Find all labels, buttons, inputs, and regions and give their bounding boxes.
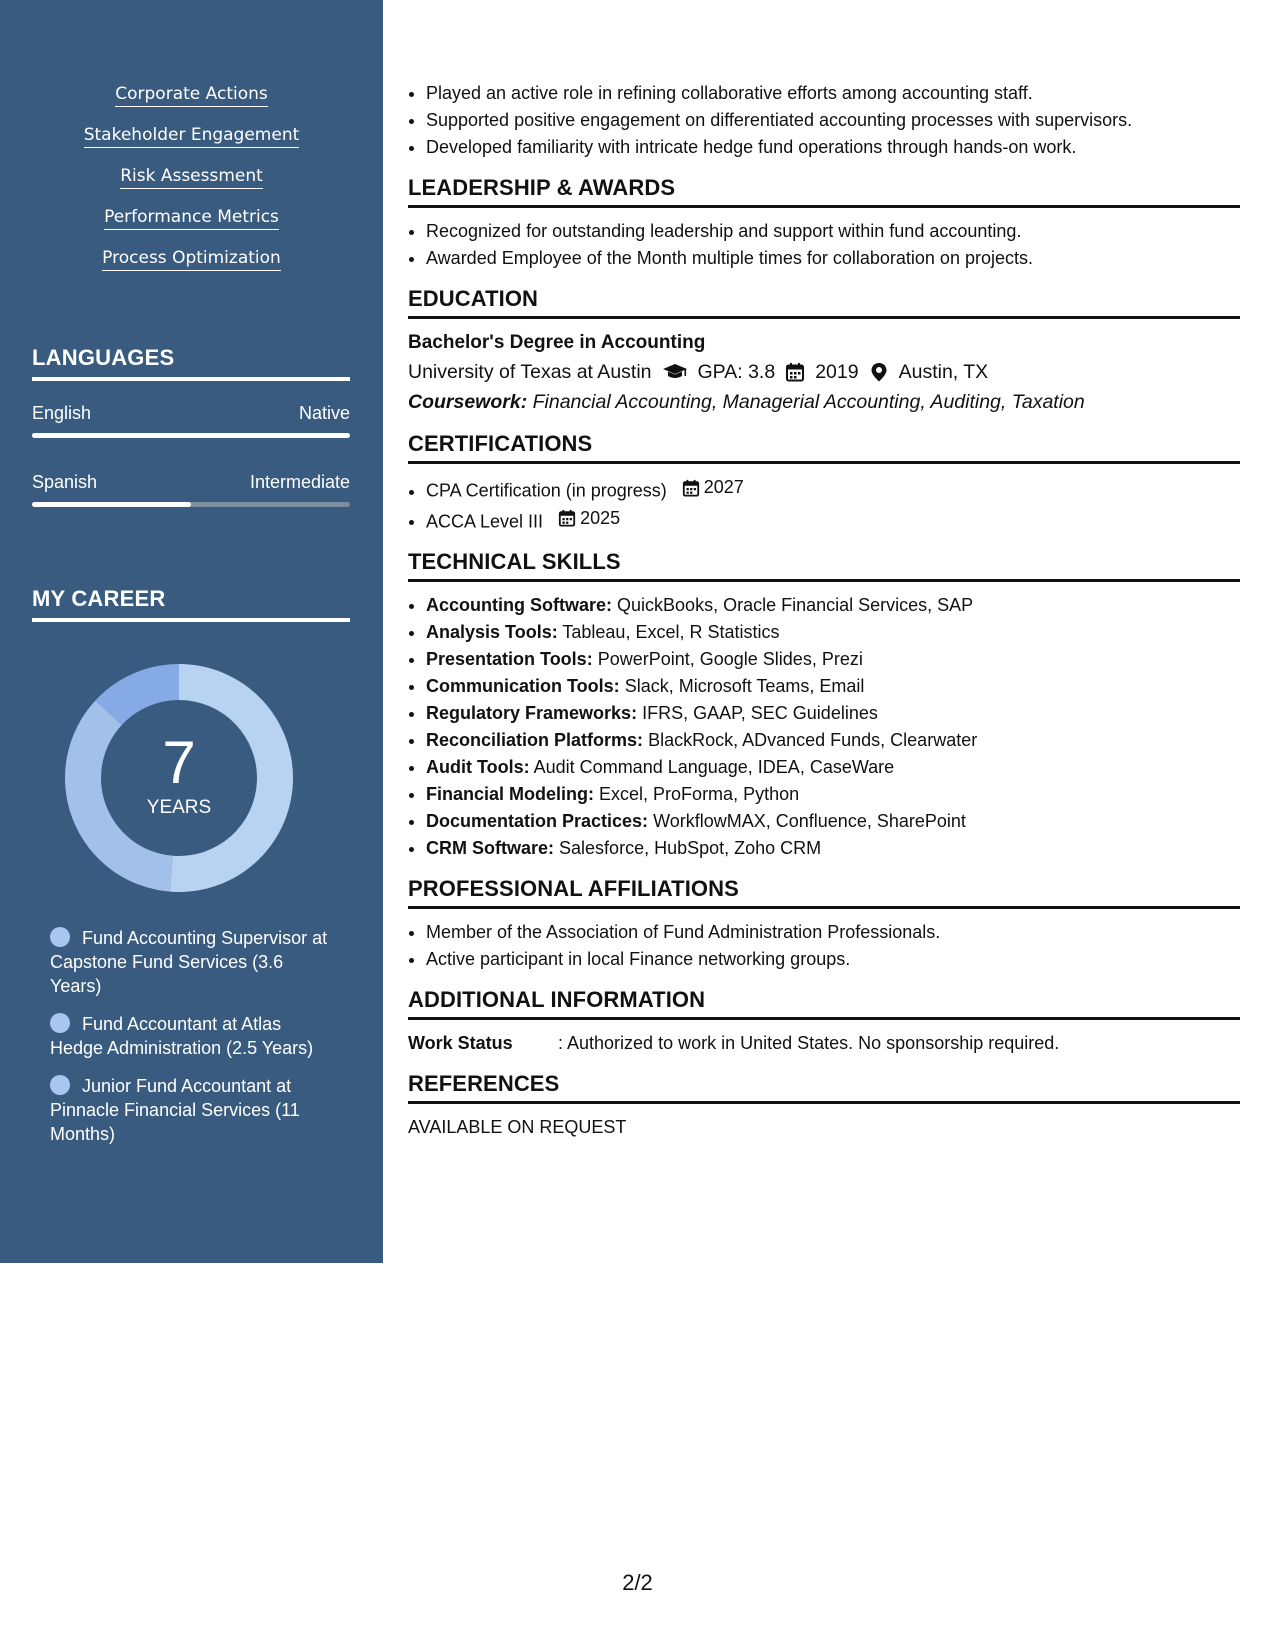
gpa: GPA: 3.8 xyxy=(697,361,776,383)
language-name: Spanish xyxy=(32,472,98,492)
skill-value: Audit Command Language, IDEA, CaseWare xyxy=(533,757,895,777)
experience-bullets xyxy=(408,80,1240,161)
language-level: Native xyxy=(298,403,350,423)
career-donut-slice xyxy=(170,664,293,892)
calendar-icon xyxy=(785,362,805,382)
list-item: • Active participant in local Finance networking groups. xyxy=(426,946,1240,973)
career-heading: MY CAREER xyxy=(32,586,350,622)
career-item xyxy=(50,1012,330,1060)
coursework xyxy=(408,387,1240,417)
skill-link[interactable]: Performance Metrics xyxy=(104,207,279,230)
career-text: Junior Fund Accountant at Pinnacle Financial Services (11 Months) xyxy=(50,1076,300,1144)
skill-link[interactable]: Process Optimization xyxy=(102,248,281,271)
additional-info-heading: ADDITIONAL INFORMATION xyxy=(408,987,1240,1020)
page-number: 2/2 xyxy=(622,1570,653,1595)
certifications-list xyxy=(408,474,1240,535)
skill-value: BlackRock, ADvanced Funds, Clearwater xyxy=(648,730,978,750)
language-bar xyxy=(32,502,350,507)
certification-year: 2025 xyxy=(580,507,621,528)
skill-link[interactable]: Corporate Actions xyxy=(115,84,268,107)
skill-value: Salesforce, HubSpot, Zoho CRM xyxy=(559,838,822,858)
skill-label: Communication Tools: xyxy=(426,676,620,696)
references-text: AVAILABLE ON REQUEST xyxy=(408,1117,627,1137)
list-item xyxy=(426,673,1240,700)
graduation-cap-icon xyxy=(662,362,688,382)
skill-value: Slack, Microsoft Teams, Email xyxy=(624,676,865,696)
skill-label: CRM Software: xyxy=(426,838,555,858)
list-item xyxy=(426,592,1240,619)
list-item xyxy=(426,505,1240,536)
work-status-row xyxy=(408,1030,1240,1057)
language-name: English xyxy=(32,403,92,423)
skill-label: Financial Modeling: xyxy=(426,784,595,804)
technical-skills-list xyxy=(408,592,1240,862)
language-level: Intermediate xyxy=(249,472,350,492)
career-donut-slice xyxy=(65,701,173,892)
skill-value: WorkflowMAX, Confluence, SharePoint xyxy=(653,811,966,831)
career-dot-icon xyxy=(50,1075,70,1095)
skill-label: Analysis Tools: xyxy=(426,622,558,642)
school-name: University of Texas at Austin xyxy=(408,361,652,383)
skill-label: Documentation Practices: xyxy=(426,811,649,831)
list-item xyxy=(426,835,1240,862)
skill-label: Reconciliation Platforms: xyxy=(426,730,644,750)
skill-link[interactable]: Stakeholder Engagement xyxy=(84,125,300,148)
education-details xyxy=(408,357,1240,387)
calendar-icon xyxy=(682,479,700,497)
career-total-unit: YEARS xyxy=(146,797,212,818)
location-pin-icon xyxy=(869,362,889,382)
list-item xyxy=(426,808,1240,835)
calendar-icon xyxy=(558,509,576,527)
main-content xyxy=(408,80,1240,1141)
school-location: Austin, TX xyxy=(898,361,989,383)
leadership-bullets xyxy=(408,218,1240,272)
list-item xyxy=(426,646,1240,673)
references-heading: REFERENCES xyxy=(408,1071,1240,1104)
career-total-number: 7 xyxy=(162,729,196,796)
affiliations-heading: PROFESSIONAL AFFILIATIONS xyxy=(408,876,1240,909)
languages-heading: LANGUAGES xyxy=(32,345,350,381)
list-item xyxy=(426,619,1240,646)
language-row xyxy=(32,403,350,424)
list-item: • Recognized for outstanding leadership and support within fund accounting. xyxy=(426,218,1240,245)
skill-value: IFRS, GAAP, SEC Guidelines xyxy=(642,703,878,723)
skill-value: PowerPoint, Google Slides, Prezi xyxy=(597,649,863,669)
list-item xyxy=(426,781,1240,808)
list-item xyxy=(426,754,1240,781)
skill-value: Excel, ProForma, Python xyxy=(599,784,800,804)
language-row xyxy=(32,472,350,493)
affiliations-list xyxy=(408,919,1240,973)
career-donut-chart xyxy=(65,664,293,892)
list-item xyxy=(426,700,1240,727)
coursework-label: Coursework: xyxy=(408,391,528,413)
certification-name: CPA Certification (in progress) xyxy=(426,480,667,501)
skill-value: Tableau, Excel, R Statistics xyxy=(562,622,780,642)
work-status-value: : Authorized to work in United States. No sponsorship required. xyxy=(558,1033,1060,1053)
language-bar-fill xyxy=(32,502,191,507)
career-item xyxy=(50,1074,330,1146)
list-item: • Supported positive engagement on differentiated accounting processes with supervisors. xyxy=(426,107,1240,134)
leadership-heading: LEADERSHIP & AWARDS xyxy=(408,175,1240,208)
coursework-list: Financial Accounting, Managerial Accounting, Auditing, Taxation xyxy=(532,391,1085,413)
list-item: • Played an active role in refining collaborative efforts among accounting staff. xyxy=(426,80,1240,107)
certification-year: 2027 xyxy=(703,477,744,497)
list-item: • Awarded Employee of the Month multiple times for collaboration on projects. xyxy=(426,245,1240,272)
skill-label: Presentation Tools: xyxy=(426,649,593,669)
technical-skills-heading: TECHNICAL SKILLS xyxy=(408,549,1240,582)
skill-label: Audit Tools: xyxy=(426,757,530,777)
career-text: Fund Accountant at Atlas Hedge Administration (2.5 Years) xyxy=(50,1014,314,1058)
certifications-heading: CERTIFICATIONS xyxy=(408,431,1240,464)
career-text: Fund Accounting Supervisor at Capstone Fund Services (3.6 Years) xyxy=(50,928,328,996)
language-bar xyxy=(32,433,350,438)
career-dot-icon xyxy=(50,1013,70,1033)
list-item xyxy=(426,474,1240,505)
career-dot-icon xyxy=(50,927,70,947)
work-status-label: Work Status xyxy=(408,1033,513,1053)
career-list xyxy=(50,926,330,1160)
skill-label: Accounting Software: xyxy=(426,595,613,615)
list-item: • Developed familiarity with intricate hedge fund operations through hands-on work. xyxy=(426,134,1240,161)
career-item xyxy=(50,926,330,998)
list-item xyxy=(426,727,1240,754)
language-bar-fill xyxy=(32,433,350,438)
skill-link[interactable]: Risk Assessment xyxy=(120,166,263,189)
list-item: • Member of the Association of Fund Administration Professionals. xyxy=(426,919,1240,946)
certification-name: ACCA Level III xyxy=(426,511,544,531)
skill-links xyxy=(0,84,383,289)
skill-label: Regulatory Frameworks: xyxy=(426,703,638,723)
skill-value: QuickBooks, Oracle Financial Services, SAP xyxy=(617,595,974,615)
graduation-year: 2019 xyxy=(815,361,859,383)
degree-title: Bachelor's Degree in Accounting xyxy=(408,332,706,353)
education-heading: EDUCATION xyxy=(408,286,1240,319)
sidebar xyxy=(0,0,383,1263)
